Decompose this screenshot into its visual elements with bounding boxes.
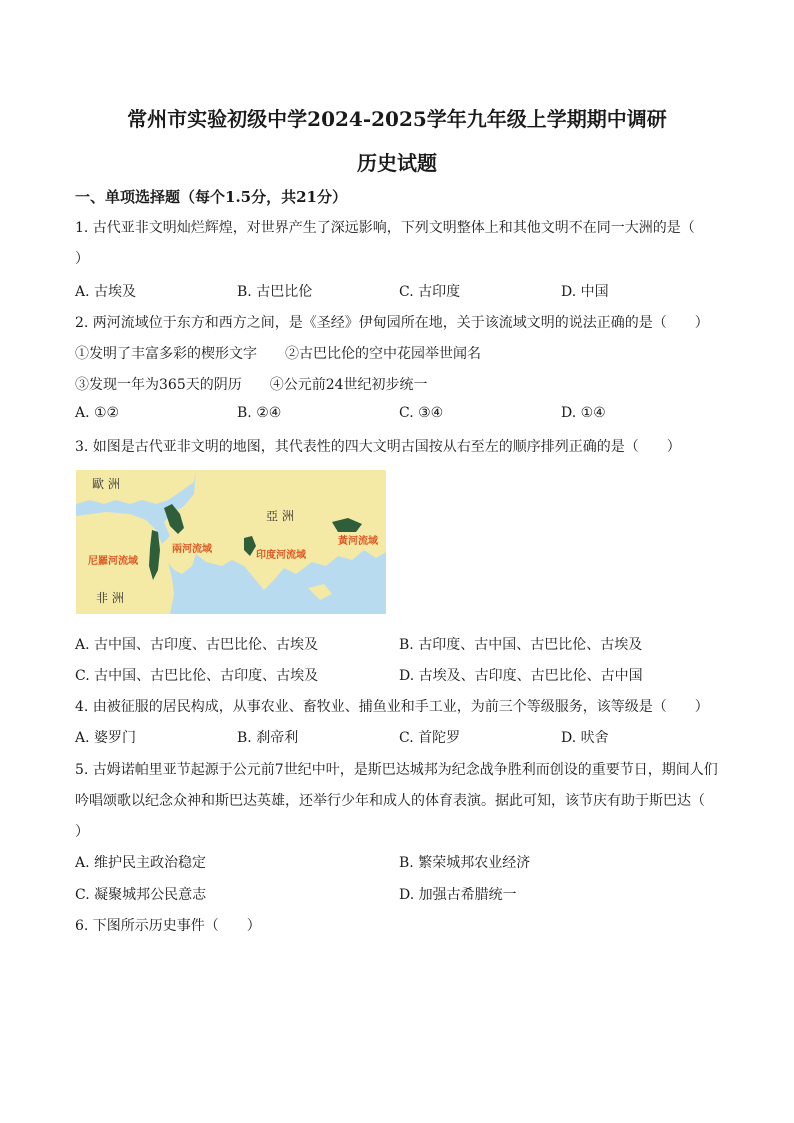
- question-2-option-c[interactable]: C. ③④: [399, 405, 444, 421]
- question-2-option-b[interactable]: B. ②④: [237, 405, 282, 421]
- question-3-option-a[interactable]: A. 古中国、古印度、古巴比伦、古埃及: [75, 637, 319, 653]
- question-3-option-b[interactable]: B. 古印度、古中国、古巴比伦、古埃及: [399, 637, 643, 653]
- question-4-option-d[interactable]: D. 吠舍: [561, 730, 609, 746]
- question-5-stem-line2: 吟唱颂歌以纪念众神和斯巴达英雄，还举行少年和成人的体育表演。据此可知，该节庆有助于斯巴达（: [75, 793, 705, 809]
- question-5-option-d[interactable]: D. 加强古希腊统一: [399, 887, 517, 903]
- question-1-option-c[interactable]: C. 古印度: [399, 284, 461, 300]
- question-2-option-d[interactable]: D. ①④: [561, 405, 606, 421]
- section-heading: 一、单项选择题（每个1.5分，共21分）: [75, 188, 347, 206]
- map-label-indus: 印度河流域: [256, 550, 306, 561]
- question-1-option-a[interactable]: A. 古埃及: [75, 284, 137, 300]
- question-2-items-line1: ①发明了丰富多彩的楔形文字 ②古巴比伦的空中花园举世闻名: [75, 346, 481, 362]
- question-4-option-a[interactable]: A. 婆罗门: [75, 730, 137, 746]
- question-4-option-c[interactable]: C. 首陀罗: [399, 730, 461, 746]
- map-label-nile: 尼羅河流域: [88, 556, 138, 567]
- map-label-asia: 亞 洲: [266, 509, 294, 523]
- question-3-option-c[interactable]: C. 古中国、古巴比伦、古印度、古埃及: [75, 668, 319, 684]
- question-1-stem-line1: 1. 古代亚非文明灿烂辉煌，对世界产生了深远影响，下列文明整体上和其他文明不在同一大洲的是（: [75, 220, 695, 236]
- page-title-line1: 常州市实验初级中学2024-2025学年九年级上学期期中调研: [127, 107, 667, 131]
- question-4-option-b[interactable]: B. 刹帝利: [237, 730, 299, 746]
- map-label-tigris: 兩河流域: [172, 544, 212, 555]
- question-1-option-d[interactable]: D. 中国: [561, 284, 609, 300]
- map-label-africa: 非 洲: [96, 591, 124, 605]
- question-4-stem: 4. 由被征服的居民构成，从事农业、畜牧业、捕鱼业和手工业，为前三个等级服务，该等级是（ ）: [75, 699, 709, 715]
- question-2-items-line2: ③发现一年为365天的阴历 ④公元前24世纪初步统一: [75, 377, 428, 393]
- map-label-yellow: 黃河流域: [338, 536, 378, 547]
- question-5-option-c[interactable]: C. 凝聚城邦公民意志: [75, 887, 207, 903]
- question-6-stem: 6. 下图所示历史事件（ ）: [75, 918, 261, 934]
- question-2-option-a[interactable]: A. ①②: [75, 405, 120, 421]
- question-5-option-b[interactable]: B. 繁荣城邦农业经济: [399, 855, 531, 871]
- question-5-stem-line3: ）: [75, 824, 89, 840]
- map-label-europe: 歐 洲: [92, 477, 120, 491]
- question-5-option-a[interactable]: A. 维护民主政治稳定: [75, 855, 207, 871]
- ancient-civilizations-map: [76, 470, 386, 614]
- question-1-stem-line2: ）: [75, 251, 89, 267]
- question-3-option-d[interactable]: D. 古埃及、古印度、古巴比伦、古中国: [399, 668, 643, 684]
- question-2-stem: 2. 两河流域位于东方和西方之间，是《圣经》伊甸园所在地，关于该流域文明的说法正确的是（ ）: [75, 315, 709, 331]
- question-1-option-b[interactable]: B. 古巴比伦: [237, 284, 313, 300]
- question-5-stem-line1: 5. 古姆诺帕里亚节起源于公元前7世纪中叶，是斯巴达城邦为纪念战争胜利而创设的重要节日，期间人们: [75, 762, 718, 778]
- question-3-stem: 3. 如图是古代亚非文明的地图，其代表性的四大文明古国按从右至左的顺序排列正确的是（ ）: [75, 439, 681, 455]
- page-title-line2: 历史试题: [357, 151, 437, 175]
